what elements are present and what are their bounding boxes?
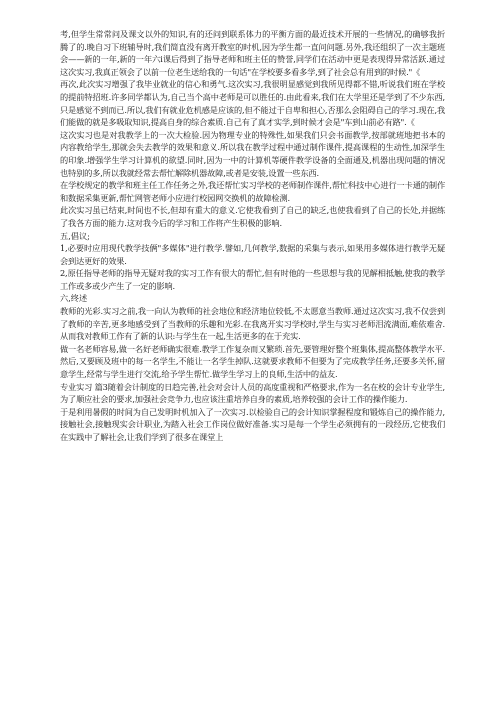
appendix-paragraph-1: 专业实习 篇3随着会计制度的日趋完善,社会对会计人员的高度重视和严格要求,作为一名在校的会计专业学生,为了顺应社会的要求,加强社会竞争力,也应该注重培养自身的素质,培养较强的会计工作的操作能力.	[60, 381, 445, 405]
closing-paragraph-1: 教师的光彩.实习之前,我一向认为教师的社会地位和经济地位较低,不太愿意当教师.通过这次实习,我不仅尝到了教师的辛苦,更多地感受到了当教师的乐趣和光彩.在我离开实习学校时,学生与实习老师泪流满面,难依难舍.从而我对教师工作有了新的认识:与学生在一起,生活更多的在于充实.	[60, 306, 445, 342]
paragraph-4: 在学校规定的教学和班主任工作任务之外,我还帮忙实习学校的老师制作课件,帮忙科技中心进行一卡通的制作和数据采集更新,帮忙网管老师小应进行校园网交换机的故障检测.	[60, 180, 445, 203]
closing-paragraph-2: 做一名老师容易,做一名好老师确实很难.教学工作复杂而又繁琐.首先,要管理好整个班集体,提高整体教学水平.然后,又要顾及班中的每一名学生,不能让一名学生掉队.这就要求教师不但要为了完成教学任务,还要多关怀,留意学生,经常与学生进行交流,给予学生帮忙.做学生学习上的良师,生活中的益友.	[60, 343, 445, 380]
suggestion-1: 1,必要时应用现代教学技俩"多媒体"进行教学.譬如,几何教学,数据的采集与表示,如果用多媒体进行教学无疑会到达更好的效果.	[60, 243, 445, 266]
document-page	[60, 28, 445, 700]
suggestion-2: 2,原任指导老师的指导无疑对我的实习工作有很大的帮忙,但有时他的一些思想与我的见解相抵触,使我的教学工作或多或少产生了一定的影响.	[60, 268, 445, 291]
appendix-paragraph-2: 于是利用暑假的时间为自己发明时机加入了一次实习.以检验自己的会计知识掌握程度和锻炼自己的操作能力,接触社会,接触现实会计职业,为踏入社会工作岗位做好准备.实习是每一个学生必须拥有的一段经历,它使我们在实践中了解社会,让我们学到了很多在课堂上	[60, 406, 445, 442]
paragraph-1: 考,但学生常常问及课文以外的知识,有的还问到联系体力的平衡方面的最近技术开展的一些情况,的确够我折腾了的.晚自习下班辅导时,我们简直没有离开教室的时机,因为学生都一直问问题.另外,我还组织了一次主题班会——新的一年,新的一年六i课后得到了指导老师和班主任的赞誉,同学们在活动中更是表现得异常活跃.通过这次实习,我真正领会了以前一位老生送给我的一句话"在学校要多看多学,到了社会总有用到的时候."《	[60, 29, 445, 77]
section-five-title: 五,倡议;	[60, 230, 90, 241]
paragraph-3: 这次实习也是对我教学上的一次大检验.因为物理专业的特殊性,如果我们只会书面教学,按部就班地把书本的内容教给学生,那就会失去教学的效果和意义.所以我在教学过程中通过制作课件,提高课程的生动性,加深学生的印象.增强学生学习计算机的欲望.同时,因为一中的计算机等硬件教学设备的全面通及,机器出现问题的情况也特别的多,所以我就经常去帮忙解除机器故障,或者是安装,设置一些东西.	[60, 129, 445, 178]
paragraph-5: 此次实习虽已结束,时间也不长,但却有重大的意义.它使我看到了自己的缺乏,也使我看到了自己的长处,并据练了我各方面的能力.这对我今后的学习和工作将产生积极的影响.	[60, 205, 445, 228]
paragraph-2: 再次,此次实习增强了我毕业就业的信心和勇气.这次实习,我很明显感觉到我所见得都不错,听说我们班在学校的提前特招班.许多同学都认为,自己当个高中老师是可以胜任的.由此看来,我们在大学里还是学到了不少东西,只是感觉不到而已.所以,我们有就业危机感是应该的,但不能过于自卑和担心,否那么会阻碍自己的学习.现在,我们能做的就是多吸取知识,提高自身的综合素质.自己有了真才实学,到时候才会是"车到山前必有路".《	[60, 79, 445, 128]
section-six-title: 六,终述	[60, 293, 88, 304]
